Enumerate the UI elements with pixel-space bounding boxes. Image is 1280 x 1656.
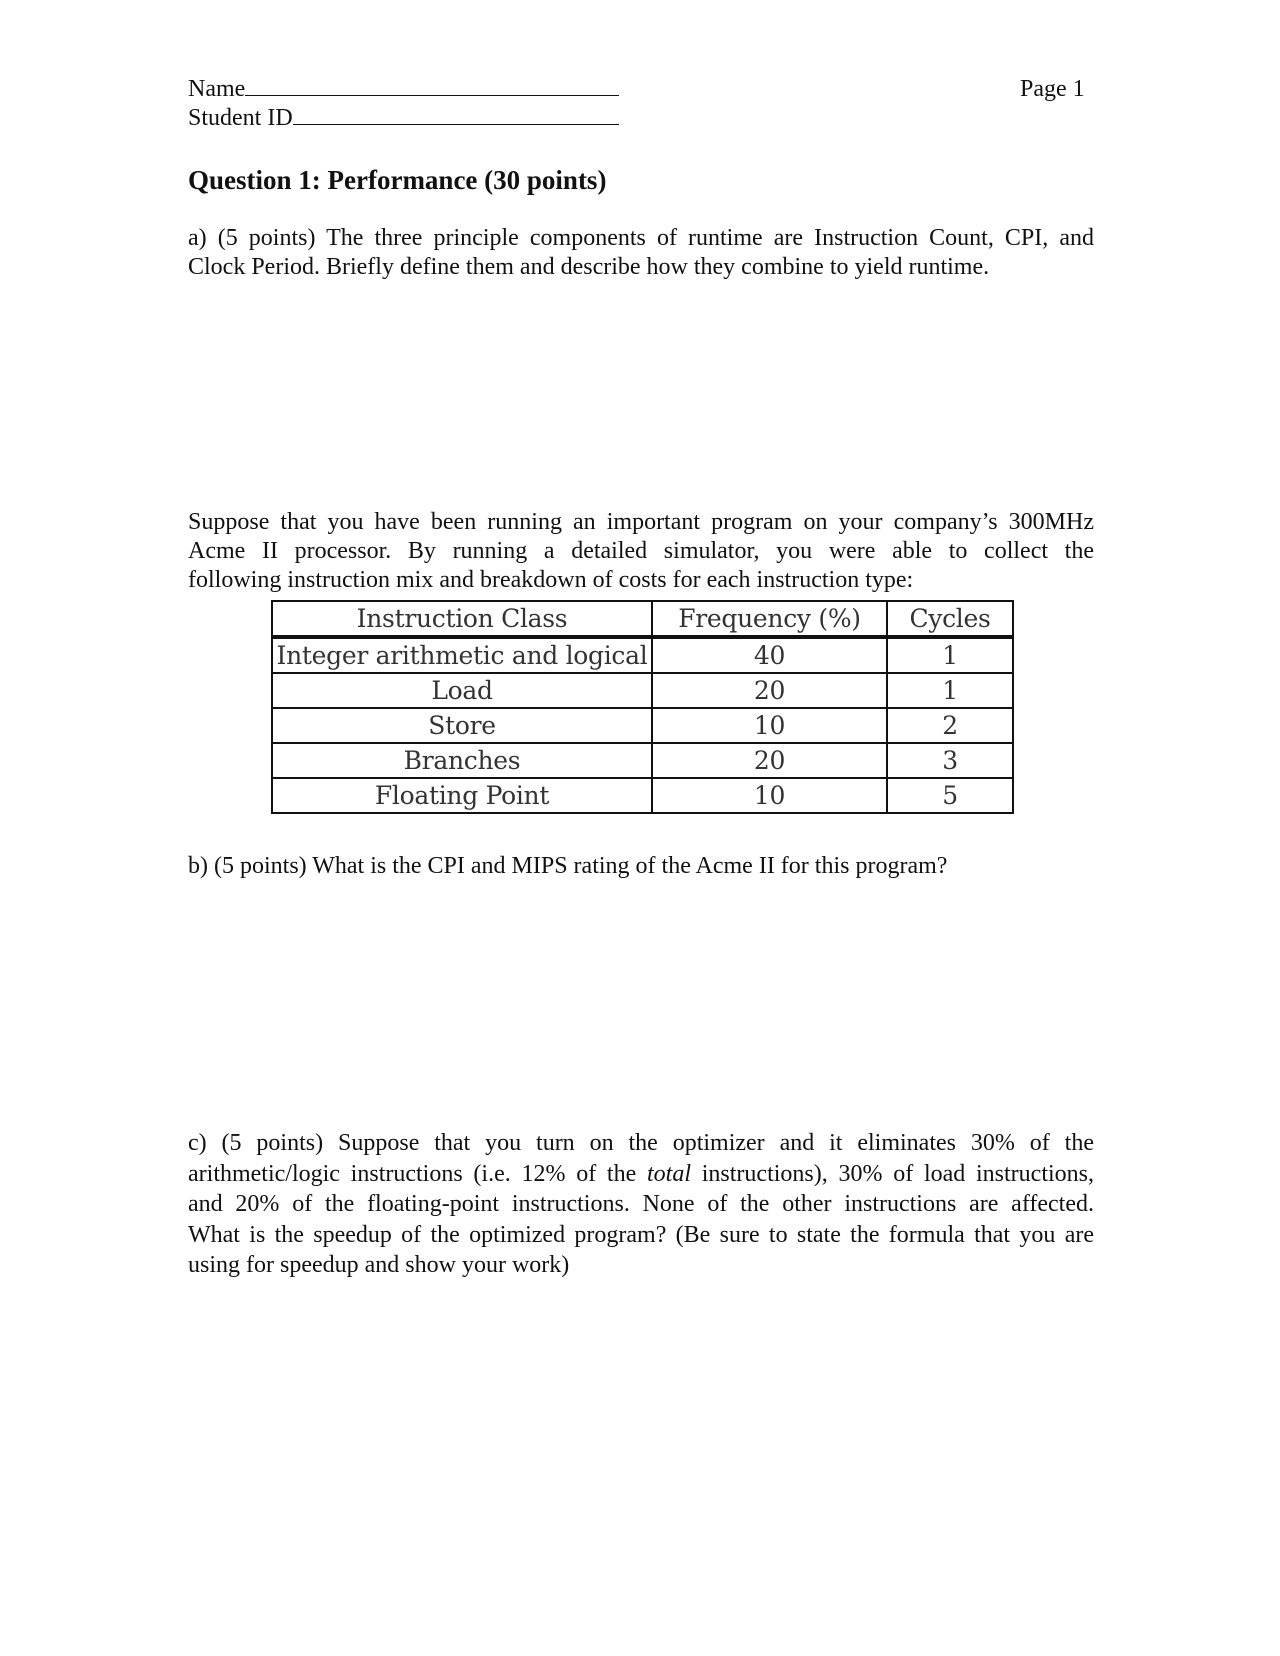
part-b-text: b) (5 points) What is the CPI and MIPS rating of the Acme II for this program? — [188, 853, 948, 879]
cell-frequency: 10 — [652, 708, 887, 743]
cell-frequency: 20 — [652, 673, 887, 708]
table-row — [272, 743, 1013, 778]
page-number: Page 1 — [1020, 76, 1085, 102]
cell-instruction-class: Integer arithmetic and logical — [272, 637, 652, 673]
scenario-line: Acme II processor. By running a detailed simulator, you were able to collect the — [188, 538, 1094, 564]
scenario-line: following instruction mix and breakdown of costs for each instruction type: — [188, 567, 914, 593]
student-id-blank-line[interactable] — [293, 104, 619, 125]
scenario-paragraph — [188, 508, 1094, 595]
part-c-text — [188, 1128, 1094, 1281]
cell-instruction-class: Branches — [272, 743, 652, 778]
table-row — [272, 778, 1013, 813]
scenario-line: Suppose that you have been running an important program on your company’s 300MHz — [188, 509, 1094, 535]
cell-cycles: 1 — [887, 637, 1013, 673]
table-row — [272, 637, 1013, 673]
instruction-mix-table — [271, 600, 1014, 814]
cell-cycles: 5 — [887, 778, 1013, 813]
student-id-row — [188, 104, 619, 132]
header-instruction-class: Instruction Class — [272, 601, 652, 637]
cell-instruction-class: Store — [272, 708, 652, 743]
part-c-line: What is the speedup of the optimized program? (Be sure to state the formula that you are — [188, 1221, 1094, 1248]
name-blank-line[interactable] — [245, 75, 619, 96]
part-c-line-post: instructions), 30% of load instructions, — [691, 1160, 1094, 1187]
part-a-line: Clock Period. Briefly define them and describe how they combine to yield runtime. — [188, 254, 990, 280]
cell-cycles: 1 — [887, 673, 1013, 708]
part-c-emphasis-total: total — [647, 1160, 692, 1187]
cell-instruction-class: Load — [272, 673, 652, 708]
table-row — [272, 673, 1013, 708]
header-frequency: Frequency (%) — [652, 601, 887, 637]
part-c-line-pre: arithmetic/logic instructions (i.e. 12% of the — [188, 1160, 647, 1187]
part-c-line: c) (5 points) Suppose that you turn on the optimizer and it eliminates 30% of the — [188, 1130, 1094, 1156]
part-c-line: and 20% of the floating-point instructions. None of the other instructions are affected. — [188, 1191, 1094, 1217]
part-c-line: using for speedup and show your work) — [188, 1252, 570, 1278]
name-label: Name — [188, 76, 246, 102]
table-header-row — [272, 601, 1013, 637]
student-id-label: Student ID — [188, 105, 293, 131]
part-c-line — [188, 1159, 1094, 1190]
part-a-line: a) (5 points) The three principle components of runtime are Instruction Count, CPI, and — [188, 225, 1094, 251]
part-a-text — [188, 224, 1094, 282]
cell-cycles: 2 — [887, 708, 1013, 743]
cell-cycles: 3 — [887, 743, 1013, 778]
header-cycles: Cycles — [887, 601, 1013, 637]
cell-frequency: 20 — [652, 743, 887, 778]
cell-instruction-class: Floating Point — [272, 778, 652, 813]
cell-frequency: 10 — [652, 778, 887, 813]
question-title: Question 1: Performance (30 points) — [188, 165, 607, 195]
table-row — [272, 708, 1013, 743]
cell-frequency: 40 — [652, 637, 887, 673]
name-row — [188, 75, 619, 103]
